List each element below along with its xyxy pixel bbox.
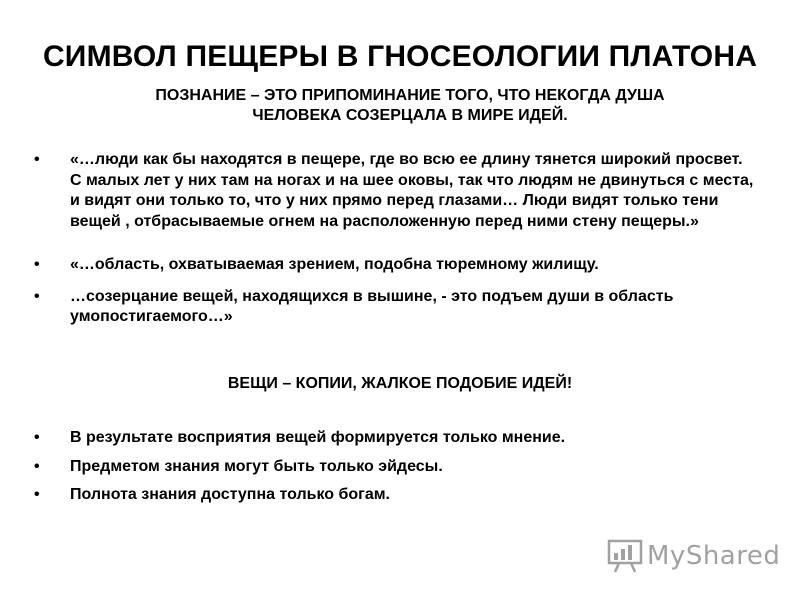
quote-list [34, 150, 754, 328]
list-item [34, 150, 754, 232]
bullet-icon: • [34, 486, 40, 503]
slide-title: СИМВОЛ ПЕЩЕРЫ В ГНОСЕОЛОГИИ ПЛАТОНА [42, 40, 758, 73]
bullet-icon: • [34, 256, 40, 273]
conclusion-text: Предметом знания могут быть только эйдесы. [70, 457, 443, 475]
quote-text: …созерцание вещей, находящихся в вышине, - это подъем души в область умопостигаемого…» [70, 287, 674, 325]
bullet-icon: • [34, 151, 40, 168]
conclusion-text: Полнота знания доступна только богам. [70, 486, 390, 503]
list-item [34, 457, 754, 478]
list-item [34, 485, 754, 506]
slide-subtitle: ПОЗНАНИЕ – ЭТО ПРИПОМИНАНИЕ ТОГО, ЧТО НЕКОГДА ДУША ЧЕЛОВЕКА СОЗЕРЦАЛА В МИРЕ ИДЕЙ. [155, 87, 665, 124]
bullet-icon: • [34, 457, 40, 475]
list-item [34, 428, 754, 449]
conclusion-list [34, 428, 754, 514]
center-heading: ВЕЩИ – КОПИИ, ЖАЛКОЕ ПОДОБИЕ ИДЕЙ! [227, 375, 573, 392]
list-item [34, 287, 754, 328]
quote-text: «…область, охватываемая зрением, подобна тюремному жилищу. [70, 256, 599, 273]
bullet-icon: • [34, 287, 40, 305]
presentation-board-icon [607, 538, 643, 574]
bullet-icon: • [34, 429, 40, 446]
watermark-logo [607, 538, 780, 574]
quote-text: «…люди как бы находятся в пещере, где во всю ее длину тянется широкий просвет. С малых лет у них там на ногах и на шее оковы, так что людям не двинуться с места, и видят они только то, что у них прямо перед глазами… Люди видят только тени вещей , отбрасываемые огнем на расположенную перед ними стену пещеры.» [70, 151, 754, 230]
list-item [34, 255, 754, 276]
watermark-text: MyShared [647, 541, 781, 571]
conclusion-text: В результате восприятия вещей формируется только мнение. [70, 429, 566, 446]
